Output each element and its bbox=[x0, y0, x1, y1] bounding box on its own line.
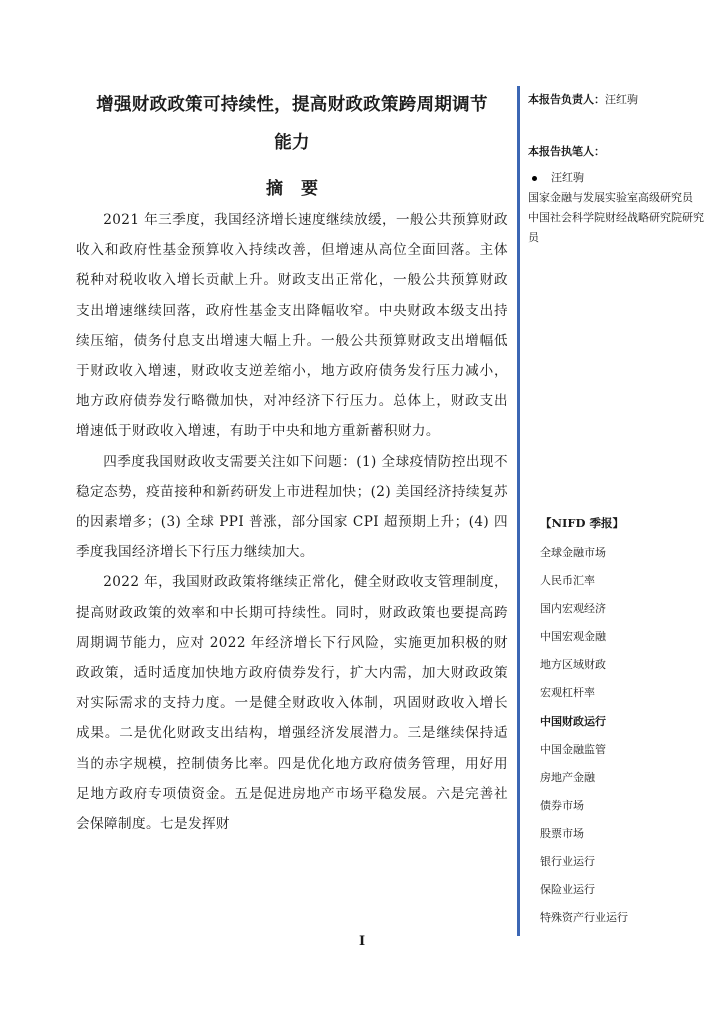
series-item[interactable]: 人民币汇率 bbox=[540, 574, 595, 588]
abstract-heading: 摘要 bbox=[266, 179, 336, 199]
sidebar bbox=[528, 90, 708, 248]
responsible-label: 本报告负责人： bbox=[528, 93, 605, 106]
series-item[interactable]: 全球金融市场 bbox=[540, 546, 606, 559]
series-item[interactable]: 房地产金融 bbox=[540, 770, 595, 784]
series-item[interactable]: 国内宏观经济 bbox=[540, 602, 606, 616]
author-affiliation-2: 中国社会科学院财经战略研究院研究员 bbox=[528, 211, 704, 244]
series-list bbox=[540, 543, 628, 936]
series-item[interactable]: 特殊资产行业运行 bbox=[540, 911, 628, 925]
author-affiliation-1: 国家金融与发展实验室高级研究员 bbox=[528, 191, 693, 204]
series-item-active[interactable]: 中国财政运行 bbox=[540, 714, 606, 728]
report-title bbox=[76, 86, 508, 162]
author-name: 汪红驹 bbox=[551, 171, 584, 184]
report-title-line-2: 能力 bbox=[274, 133, 310, 153]
abstract-paragraph-2: 四季度我国财政收支需要关注如下问题：(1) 全球疫情防控出现不稳定态势，疫苗接种和新药研发上市进程加快；(2) 美国经济持续复苏的因素增多；(3) 全球 PPI 普涨，部分国家 CPI 超预期上升；(4) 四季度我国经济增长下行压力继续加大。 bbox=[76, 453, 508, 561]
series-title: 【NIFD 季报】 bbox=[540, 516, 625, 530]
series-item[interactable]: 中国金融监管 bbox=[540, 742, 606, 756]
series-item[interactable]: 股票市场 bbox=[540, 826, 584, 840]
series-item[interactable]: 银行业运行 bbox=[540, 855, 595, 869]
author-entry bbox=[528, 168, 708, 188]
series-item[interactable]: 地方区域财政 bbox=[540, 658, 606, 672]
abstract-paragraph-1: 2021 年三季度，我国经济增长速度继续放缓，一般公共预算财政收入和政府性基金预算收入持续改善，但增速从高位全面回落。主体税种对税收收入增长贡献上升。财政支出正常化，一般公共预算财政支出增速继续回落，政府性基金支出降幅收窄。中央财政本级支出持续压缩，债务付息支出增速大幅上升。一般公共预算财政支出增幅低于财政收入增速，财政收支逆差缩小，地方政府债务发行压力减小，地方政府债券发行略微加快，对冲经济下行压力。总体上，财政支出增速低于财政收入增速，有助于中央和地方重新蓄积财力。 bbox=[76, 212, 508, 440]
series-item[interactable]: 宏观杠杆率 bbox=[540, 686, 595, 700]
abstract-paragraph-3: 2022 年，我国财政政策将继续正常化，健全财政收支管理制度，提高财政政策的效率和中长期可持续性。同时，财政政策也要提高跨周期调节能力，应对 2022 年经济增长下行风险，实施更加积极的财政政策，适时适度加快地方政府债券发行，扩大内需，加大财政政策对实际需求的支持力度。一是健全财政收入体制，巩固财政收入增长成果。二是优化财政支出结构，增强经济发展潜力。三是继续保持适当的赤字规模，控制债务比率。四是优化地方政府债务管理，用好用足地方政府专项债资金。五是促进房地产市场平稳发展。六是完善社会保障制度。七是发挥财 bbox=[76, 574, 508, 833]
page-number: I bbox=[358, 934, 366, 949]
report-title-line-1: 增强财政政策可持续性，提高财政政策跨周期调节 bbox=[96, 95, 488, 115]
series-item[interactable]: 债券市场 bbox=[540, 798, 584, 812]
responsible-person bbox=[528, 90, 708, 110]
responsible-name: 汪红驹 bbox=[605, 93, 638, 106]
series-item[interactable]: 保险业运行 bbox=[540, 883, 595, 897]
bullet-icon bbox=[532, 176, 537, 181]
main-column bbox=[76, 86, 508, 839]
authors-label: 本报告执笔人： bbox=[528, 145, 605, 158]
series-item[interactable]: 中国宏观金融 bbox=[540, 630, 606, 644]
sidebar-divider bbox=[517, 86, 520, 936]
